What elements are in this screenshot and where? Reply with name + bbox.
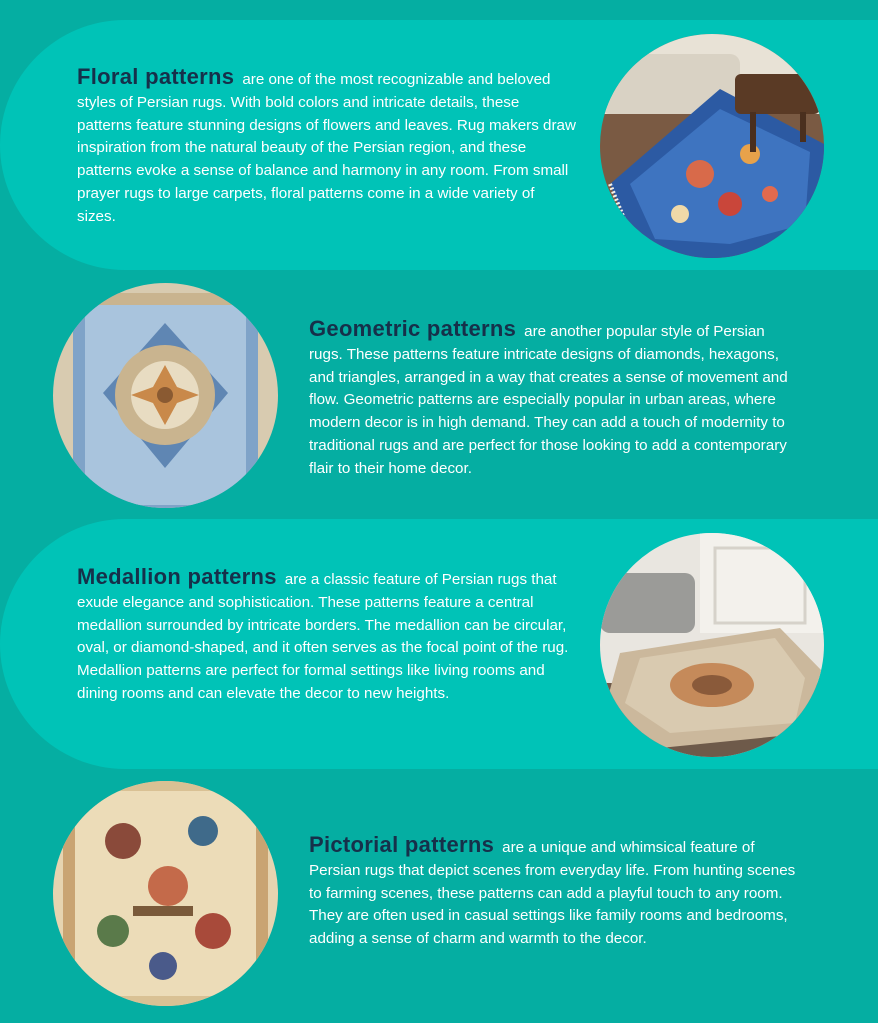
geometric-body: are another popular style of Persian rugs. These patterns feature intricate designs of diamonds, hexagons, and triangles, arranged in a way that creates a sense of movement and flow. Geometric patterns are especially popular in urban areas, where modern decor is in high demand. They can add a touch of modernity to traditional rugs and are perfect for those looking to add a contemporary flair to their home decor. (309, 323, 788, 477)
medallion-title: Medallion patterns (77, 564, 277, 589)
floral-text (77, 66, 577, 229)
geometric-title: Geometric patterns (309, 316, 517, 341)
medallion-body: are a classic feature of Persian rugs that exude elegance and sophistication. These patterns feature a central medallion surrounded by intricate borders. The medallion can be circular, oval, or diamond-shaped, and it often serves as the focal point of the rug. Medallion patterns are perfect for formal settings like living rooms and dining rooms and can elevate the decor to new heights. (77, 571, 569, 702)
pictorial-title: Pictorial patterns (309, 832, 495, 857)
floral-title: Floral patterns (77, 64, 235, 89)
pictorial-rug-photo (53, 781, 278, 1006)
medallion-rug-photo (600, 533, 824, 757)
medallion-text (77, 566, 572, 706)
pictorial-text (309, 834, 799, 951)
geometric-rug-photo (53, 283, 278, 508)
geometric-text (309, 318, 799, 481)
floral-rug-photo (600, 34, 824, 258)
pictorial-body: are a unique and whimsical feature of Persian rugs that depict scenes from everyday life. From hunting scenes to farming scenes, these patterns can add a playful touch to any room. They are often used in casual settings like family rooms and bedrooms, adding a sense of charm and warmth to the decor. (309, 839, 796, 948)
floral-body: are one of the most recognizable and beloved styles of Persian rugs. With bold colors and intricate details, these patterns feature stunning designs of flowers and leaves. Rug makers draw inspiration from the natural beauty of the Persian region, and these patterns evoke a sense of balance and harmony in any room. From small prayer rugs to large carpets, floral patterns come in a wide variety of sizes. (77, 71, 576, 225)
